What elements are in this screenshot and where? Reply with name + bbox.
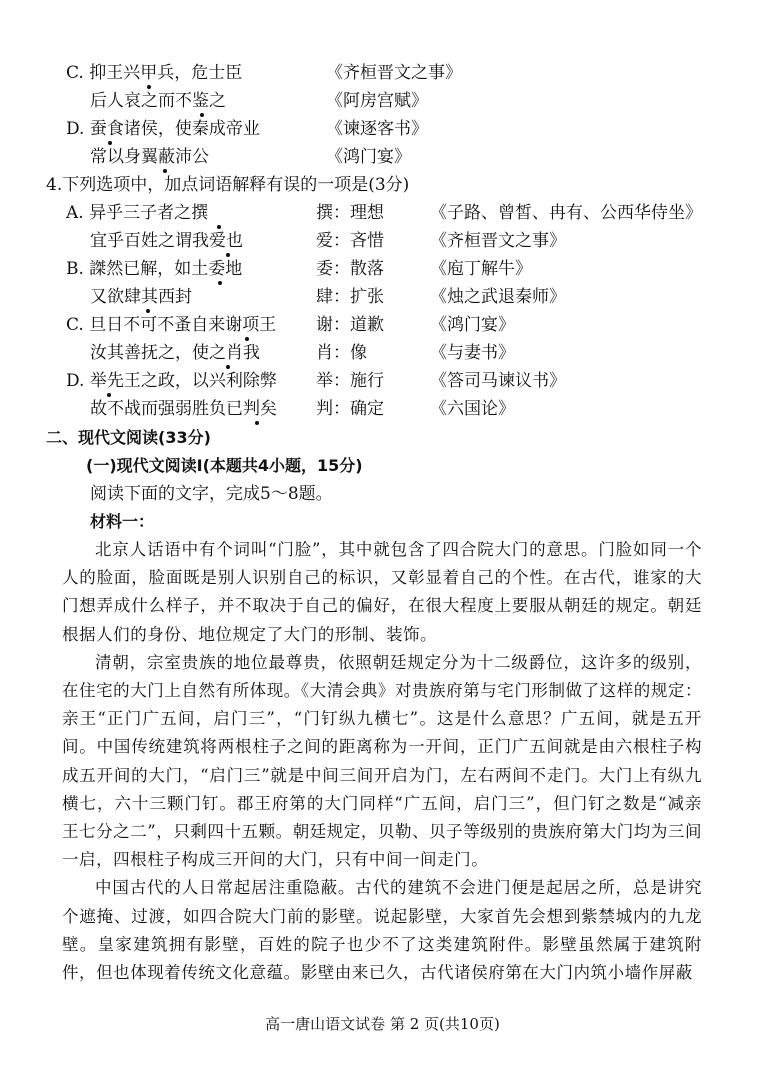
subsection-heading: (一)现代文阅读Ⅰ(本题共4小题，15分) [86, 456, 363, 475]
option-text: 宜乎百姓之谓我爱也 [90, 231, 243, 251]
passage-paragraph: 清朝，宗室贵族的地位最尊贵，依照朝廷规定分为十二级爵位，这许多的级别，在住宅的大门上自然有所体现。《大清会典》对贵族府第与宅门形制做了这样的规定：亲王“正门广五间，启门三”，“门钉纵九横七”。这是什么意思？广五间，就是五开间。中国传统建筑将两根柱子之间的距离称为一开间，正门广五间就是由六根柱子构成五开间的大门，“启门三”就是中间三间开启为门，左右两间不走门。大门上有纵九横七，六十三颗门钉。郡王府第的大门同样“广五间，启门三”，但门钉之数是“减亲王七分之二”，只剩四十五颗。朝廷规定，贝勒、贝子等级别的贵族府第大门均为三间一启，四根柱子构成三开间的大门，只有中间一间走门。 [62, 652, 702, 870]
option-text: 后人哀之而不鉴之 [90, 91, 226, 111]
option-text: D. 蚕食诸侯，使秦成帝业 [66, 119, 260, 139]
source-title: 《阿房宫赋》 [326, 91, 428, 111]
source-title: 《答司马谏议书》 [430, 371, 566, 391]
source-title: 《齐桓晋文之事》 [430, 231, 566, 251]
option-text: C. 抑王兴甲兵，危士臣 [66, 63, 243, 83]
option-text: A. 异乎三子者之撰 [66, 203, 209, 223]
option-text: D. 举先王之政，以兴利除弊 [66, 371, 277, 391]
option-text: 故不战而强弱胜负已判矣 [90, 399, 277, 419]
option-text: B. 謋然已解，如土委地 [66, 259, 243, 279]
section-heading: 二、现代文阅读(33分) [46, 428, 211, 447]
word-gloss: 撰：理想 [316, 203, 384, 223]
source-title: 《鸿门宴》 [326, 147, 411, 167]
source-title: 《烛之武退秦师》 [430, 287, 566, 307]
passage-paragraph: 北京人话语中有个词叫“门脸”，其中就包含了四合院大门的意思。门脸如同一个人的脸面，脸面既是别人识别自己的标识，又彰显着自己的个性。在古代，谁家的大门想弄成什么样子，并不取决于自己的偏好，在很大程度上要服从朝廷的规定。朝廷根据人们的身份、地位规定了大门的形制、装饰。 [62, 540, 702, 644]
reading-passage [62, 536, 702, 987]
word-gloss: 委：散落 [316, 259, 384, 279]
option-text: C. 旦日不可不蚤自来谢项王 [66, 315, 277, 335]
passage-paragraph: 中国古代的人日常起居注重隐蔽。古代的建筑不会进门便是起居之所，总是讲究个遮掩、过渡，如四合院大门前的影壁。说起影壁，大家首先会想到紫禁城内的九龙壁。皇家建筑拥有影壁，百姓的院子也少不了这类建筑附件。影壁虽然属于建筑附件，但也体现着传统文化意蕴。影壁由来已久，古代诸侯府第在大门内筑小墙作屏蔽 [62, 878, 702, 983]
word-gloss: 谢：道歉 [316, 315, 384, 335]
source-title: 《子路、曾皙、冉有、公西华侍坐》 [430, 203, 702, 223]
source-title: 《与妻书》 [430, 343, 515, 363]
instruction-text: 阅读下面的文字，完成5～8题。 [90, 484, 333, 504]
question-4-stem: 4.下列选项中，加点词语解释有误的一项是(3分) [46, 175, 410, 195]
material-label: 材料一： [90, 512, 155, 531]
word-gloss: 举：施行 [316, 371, 384, 391]
word-gloss: 爱：吝惜 [316, 231, 384, 251]
source-title: 《庖丁解牛》 [430, 259, 532, 279]
source-title: 《鸿门宴》 [430, 315, 515, 335]
word-gloss: 肖：像 [316, 343, 367, 363]
source-title: 《谏逐客书》 [326, 119, 428, 139]
emphasis-dot [218, 281, 222, 285]
word-gloss: 判：确定 [316, 399, 384, 419]
option-text: 又欲肆其西封 [90, 287, 192, 307]
word-gloss: 肆：扩张 [316, 287, 384, 307]
option-text: 汝其善抚之，使之肖我 [90, 343, 260, 363]
source-title: 《六国论》 [430, 399, 515, 419]
source-title: 《齐桓晋文之事》 [326, 63, 462, 83]
page-footer: 高一唐山语文试卷 第 2 页(共10页) [265, 1015, 500, 1033]
emphasis-dot [255, 421, 259, 425]
option-text: 常以身翼蔽沛公 [90, 147, 209, 167]
